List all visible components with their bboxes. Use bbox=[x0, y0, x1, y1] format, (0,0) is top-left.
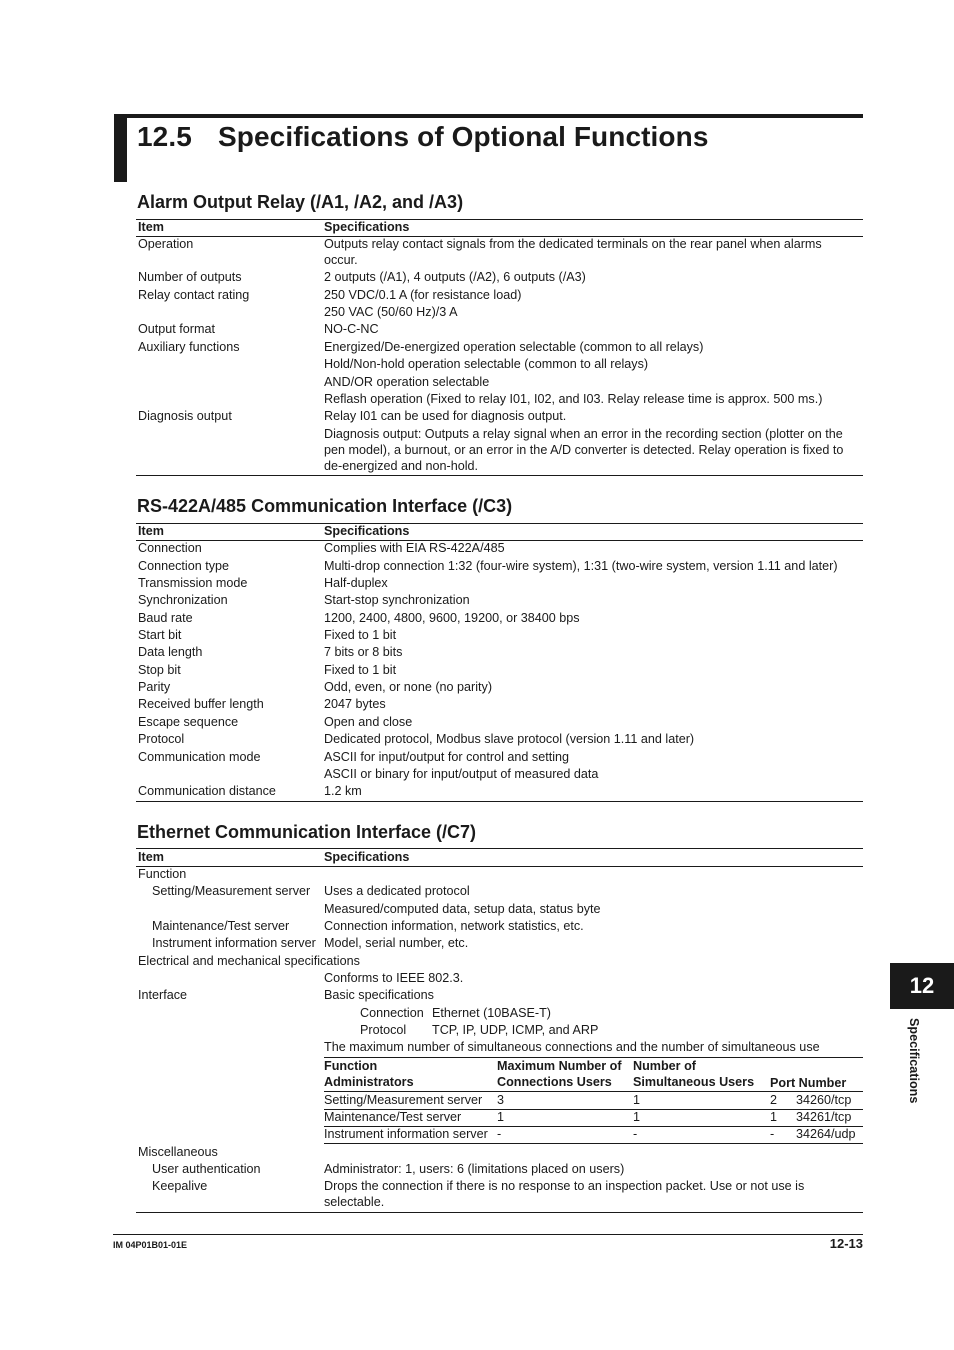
eth-item: Miscellaneous bbox=[138, 1145, 218, 1159]
footer-rule bbox=[113, 1234, 863, 1235]
eth-item: Maintenance/Test server bbox=[152, 919, 290, 933]
rs-spec: Open and close bbox=[324, 715, 413, 729]
alarm-spec: 2 outputs (/A1), 4 outputs (/A2), 6 outputs (/A3) bbox=[324, 270, 586, 284]
alarm-item: Output format bbox=[138, 322, 215, 336]
rs-spec: 7 bits or 8 bits bbox=[324, 645, 403, 659]
alarm-spec: 250 VAC (50/60 Hz)/3 A bbox=[324, 305, 458, 319]
inner-header-function: Function bbox=[324, 1059, 378, 1073]
inner-table-bottom-rule bbox=[324, 1143, 863, 1144]
eth-spec: Measured/computed data, setup data, status byte bbox=[324, 902, 601, 916]
eth-item: User authentication bbox=[152, 1162, 261, 1176]
alarm-spec: Hold/Non-hold operation selectable (common to all relays) bbox=[324, 357, 649, 371]
inner-cell-max: 3 bbox=[497, 1093, 505, 1107]
inner-cell-port-count: 1 bbox=[770, 1110, 778, 1124]
alarm-spec: occur. bbox=[324, 253, 358, 267]
alarm-spec: Reflash operation (Fixed to relay I01, I02, and I03. Relay release time is approx. 500 ms.) bbox=[324, 392, 823, 406]
alarm-bottom-rule bbox=[136, 475, 863, 476]
eth-header-spec: Specifications bbox=[324, 850, 410, 864]
alarm-spec: 250 VDC/0.1 A (for resistance load) bbox=[324, 288, 522, 302]
eth-item: Instrument information server bbox=[152, 936, 316, 950]
rs-item: Connection type bbox=[138, 559, 230, 573]
inner-cell-max: - bbox=[497, 1127, 502, 1141]
inner-header-number: Simultaneous Users bbox=[633, 1075, 755, 1089]
chapter-title: Specifications of Optional Functions bbox=[218, 121, 709, 152]
alarm-spec: NO-C-NC bbox=[324, 322, 379, 336]
alarm-header-spec: Specifications bbox=[324, 220, 410, 234]
rs-item: Data length bbox=[138, 645, 203, 659]
alarm-item: Operation bbox=[138, 237, 194, 251]
rs-spec: 1.2 km bbox=[324, 784, 362, 798]
alarm-item: Number of outputs bbox=[138, 270, 242, 284]
rs-item: Communication distance bbox=[138, 784, 276, 798]
rs-item: Received buffer length bbox=[138, 697, 264, 711]
eth-heading: Ethernet Communication Interface (/C7) bbox=[137, 822, 477, 842]
rs-spec: Complies with EIA RS-422A/485 bbox=[324, 541, 505, 555]
chapter-rule bbox=[127, 114, 863, 118]
inner-cell-port-count: - bbox=[770, 1127, 775, 1141]
alarm-spec: Relay I01 can be used for diagnosis output. bbox=[324, 409, 567, 423]
alarm-header-item: Item bbox=[138, 220, 164, 234]
rs-header-spec: Specifications bbox=[324, 524, 410, 538]
inner-cell-function: Instrument information server bbox=[324, 1127, 488, 1141]
footer-page-number: 12-13 bbox=[829, 1236, 863, 1251]
rs-spec: Half-duplex bbox=[324, 576, 388, 590]
alarm-spec: AND/OR operation selectable bbox=[324, 375, 490, 389]
rs-spec: Odd, even, or none (no parity) bbox=[324, 680, 493, 694]
rs-spec: ASCII for input/output for control and setting bbox=[324, 750, 570, 764]
rs-header-item: Item bbox=[138, 524, 164, 538]
rs-heading: RS-422A/485 Communication Interface (/C3) bbox=[137, 496, 513, 516]
rs-bottom-rule bbox=[136, 801, 863, 802]
rs-item: Communication mode bbox=[138, 750, 261, 764]
inner-cell-number: 1 bbox=[633, 1110, 641, 1124]
inner-cell-port: 34261/tcp bbox=[796, 1110, 852, 1124]
alarm-item: Auxiliary functions bbox=[138, 340, 240, 354]
chapter-tab: 12 bbox=[890, 963, 954, 1009]
eth-item: Interface bbox=[138, 988, 188, 1002]
inner-header-port: Port Number bbox=[770, 1076, 847, 1090]
eth-header-item: Item bbox=[138, 850, 164, 864]
eth-spec: Conforms to IEEE 802.3. bbox=[324, 971, 464, 985]
rs-item: Start bit bbox=[138, 628, 182, 642]
inner-cell-function: Setting/Measurement server bbox=[324, 1093, 483, 1107]
rs-spec: 2047 bytes bbox=[324, 697, 386, 711]
rs-item: Parity bbox=[138, 680, 171, 694]
rs-item: Escape sequence bbox=[138, 715, 239, 729]
rs-item: Transmission mode bbox=[138, 576, 248, 590]
inner-header-max: Connections Users bbox=[497, 1075, 612, 1089]
alarm-spec: pen model), a burnout, or an error in the A/D converter is detected. Relay operation is fixed to bbox=[324, 443, 844, 457]
eth-spec: Drops the connection if there is no response to an inspection packet. Use or not use is bbox=[324, 1179, 805, 1193]
chapter-bar bbox=[114, 114, 127, 182]
inner-cell-port: 34260/tcp bbox=[796, 1093, 852, 1107]
rs-item: Connection bbox=[138, 541, 202, 555]
eth-spec: Uses a dedicated protocol bbox=[324, 884, 470, 898]
alarm-spec: Diagnosis output: Outputs a relay signal when an error in the recording section (plotter on the bbox=[324, 427, 843, 441]
inner-cell-port: 34264/udp bbox=[796, 1127, 856, 1141]
chapter-number: 12.5 bbox=[137, 121, 192, 152]
alarm-item: Diagnosis output bbox=[138, 409, 232, 423]
inner-cell-number: 1 bbox=[633, 1093, 641, 1107]
rs-spec: Multi-drop connection 1:32 (four-wire system), 1:31 (two-wire system, version 1.11 and later) bbox=[324, 559, 838, 573]
chapter-tab-label: Specifications bbox=[907, 1018, 921, 1104]
inner-cell-function: Maintenance/Test server bbox=[324, 1110, 462, 1124]
eth-item: Setting/Measurement server bbox=[152, 884, 311, 898]
inner-cell-port-count: 2 bbox=[770, 1093, 778, 1107]
alarm-item: Relay contact rating bbox=[138, 288, 250, 302]
eth-connection-label: Connection bbox=[360, 1006, 424, 1020]
eth-item: Electrical and mechanical specifications bbox=[138, 954, 360, 968]
rs-spec: 1200, 2400, 4800, 9600, 19200, or 38400 bps bbox=[324, 611, 580, 625]
inner-table-header-rule bbox=[324, 1091, 863, 1092]
eth-header-rule bbox=[136, 866, 863, 867]
rs-item: Protocol bbox=[138, 732, 185, 746]
eth-spec: The maximum number of simultaneous connections and the number of simultaneous use bbox=[324, 1040, 820, 1054]
rs-spec: ASCII or binary for input/output of measured data bbox=[324, 767, 599, 781]
eth-spec: Connection information, network statistics, etc. bbox=[324, 919, 584, 933]
eth-item: Function bbox=[138, 867, 187, 881]
eth-protocol-value: TCP, IP, UDP, ICMP, and ARP bbox=[432, 1023, 599, 1037]
eth-spec: Model, serial number, etc. bbox=[324, 936, 469, 950]
eth-item: Keepalive bbox=[152, 1179, 208, 1193]
alarm-top-rule bbox=[136, 219, 863, 220]
inner-cell-max: 1 bbox=[497, 1110, 505, 1124]
eth-spec: selectable. bbox=[324, 1195, 385, 1209]
rs-spec: Fixed to 1 bit bbox=[324, 663, 397, 677]
eth-bottom-rule bbox=[136, 1212, 863, 1213]
eth-protocol-label: Protocol bbox=[360, 1023, 407, 1037]
alarm-spec: Outputs relay contact signals from the dedicated terminals on the rear panel when alarms bbox=[324, 237, 822, 251]
eth-spec: Administrator: 1, users: 6 (limitations placed on users) bbox=[324, 1162, 625, 1176]
inner-cell-number: - bbox=[633, 1127, 638, 1141]
eth-top-rule bbox=[136, 848, 863, 849]
eth-connection-value: Ethernet (10BASE-T) bbox=[432, 1006, 551, 1020]
rs-spec: Start-stop synchronization bbox=[324, 593, 470, 607]
inner-header-max: Maximum Number of bbox=[497, 1059, 622, 1073]
rs-top-rule bbox=[136, 523, 863, 524]
alarm-spec: Energized/De-energized operation selectable (common to all relays) bbox=[324, 340, 704, 354]
alarm-heading: Alarm Output Relay (/A1, /A2, and /A3) bbox=[137, 192, 464, 212]
rs-spec: Dedicated protocol, Modbus slave protocol (version 1.11 and later) bbox=[324, 732, 695, 746]
rs-item: Synchronization bbox=[138, 593, 228, 607]
eth-spec: Basic specifications bbox=[324, 988, 434, 1002]
footer-doc-number: IM 04P01B01-01E bbox=[113, 1240, 188, 1250]
alarm-spec: de-energized and non-hold. bbox=[324, 459, 479, 473]
rs-item: Stop bit bbox=[138, 663, 181, 677]
page-title bbox=[137, 121, 709, 153]
inner-header-function: Administrators bbox=[324, 1075, 414, 1089]
inner-header-number: Number of bbox=[633, 1059, 696, 1073]
rs-item: Baud rate bbox=[138, 611, 193, 625]
rs-spec: Fixed to 1 bit bbox=[324, 628, 397, 642]
